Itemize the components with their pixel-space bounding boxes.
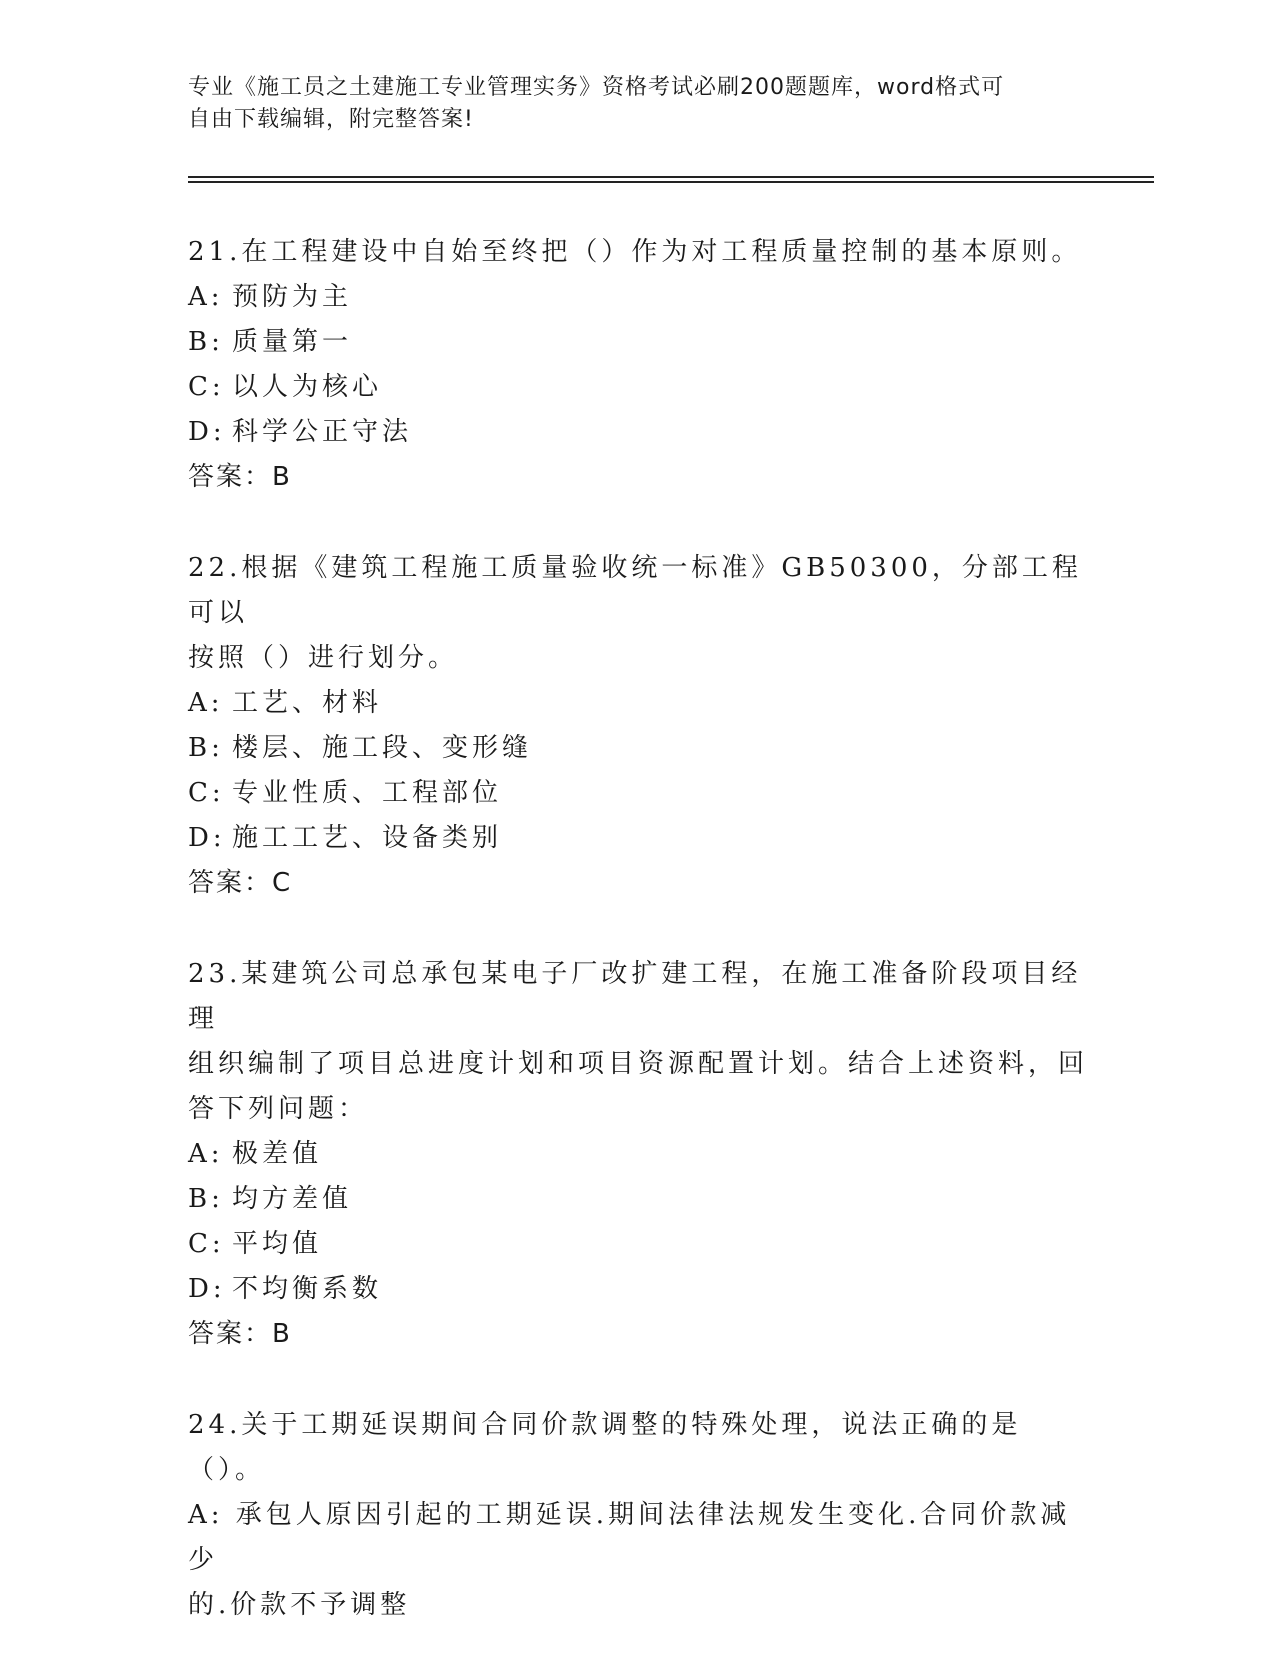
option-text: 极差值 — [232, 1139, 323, 1169]
option-b — [188, 726, 1088, 771]
header-divider-top — [188, 176, 1154, 178]
option-text: 质量第一 — [232, 327, 353, 357]
option-text: 科学公正守法 — [232, 417, 413, 447]
question-23 — [188, 952, 1088, 1357]
question-stem: 答下列问题： — [188, 1094, 369, 1124]
answer-line: 答案：C — [188, 868, 293, 898]
option-a — [188, 1132, 1088, 1177]
question-22 — [188, 546, 1088, 906]
option-d — [188, 816, 1088, 861]
option-c — [188, 365, 1088, 410]
answer-line: 答案：B — [188, 462, 292, 492]
option-text: 工艺、材料 — [232, 688, 383, 718]
document-header — [188, 72, 1068, 136]
option-d — [188, 410, 1088, 455]
question-stem: 22.根据《建筑工程施工质量验收统一标准》GB50300，分部工程可以 — [188, 553, 1082, 628]
answer-line: 答案：B — [188, 1319, 292, 1349]
option-text: 均方差值 — [232, 1184, 353, 1214]
header-line-2: 自由下载编辑，附完整答案! — [188, 107, 474, 132]
option-text: 平均值 — [232, 1229, 323, 1259]
option-text: 楼层、施工段、变形缝 — [232, 733, 533, 763]
question-21 — [188, 230, 1088, 500]
header-divider-bottom — [188, 181, 1154, 183]
option-c — [188, 1222, 1088, 1267]
option-letter: C: — [188, 1229, 225, 1259]
option-a — [188, 681, 1088, 726]
option-a-continued: 的.价款不予调整 — [188, 1590, 411, 1620]
question-list — [188, 230, 1088, 1674]
option-letter: B: — [188, 327, 224, 357]
option-letter: D: — [188, 823, 226, 853]
option-a — [188, 275, 1088, 320]
option-text: 以人为核心 — [232, 372, 383, 402]
option-letter: A: — [188, 1139, 224, 1169]
option-text: 专业性质、工程部位 — [232, 778, 503, 808]
option-b — [188, 1177, 1088, 1222]
option-letter: B: — [188, 733, 224, 763]
question-24 — [188, 1403, 1088, 1628]
option-letter: D: — [188, 417, 226, 447]
option-b — [188, 320, 1088, 365]
option-text: 施工工艺、设备类别 — [232, 823, 503, 853]
option-letter: A: — [188, 282, 224, 312]
option-letter: A: — [188, 688, 224, 718]
question-stem: 按照（）进行划分。 — [188, 643, 459, 673]
question-stem: 23.某建筑公司总承包某电子厂改扩建工程，在施工准备阶段项目经理 — [188, 959, 1082, 1034]
option-text: 预防为主 — [232, 282, 353, 312]
option-letter: D: — [188, 1274, 226, 1304]
option-letter: C: — [188, 372, 225, 402]
option-letter: B: — [188, 1184, 224, 1214]
option-text: 不均衡系数 — [232, 1274, 383, 1304]
option-letter: C: — [188, 778, 225, 808]
question-stem: 21.在工程建设中自始至终把（）作为对工程质量控制的基本原则。 — [188, 237, 1082, 267]
question-stem: 24.关于工期延误期间合同价款调整的特殊处理，说法正确的是（）。 — [188, 1410, 1022, 1485]
option-d — [188, 1267, 1088, 1312]
option-a: A: 承包人原因引起的工期延误.期间法律法规发生变化.合同价款减少 — [188, 1500, 1071, 1575]
option-c — [188, 771, 1088, 816]
header-line-1: 专业《施工员之土建施工专业管理实务》资格考试必刷200题题库，word格式可 — [188, 75, 1005, 100]
question-stem: 组织编制了项目总进度计划和项目资源配置计划。结合上述资料，回 — [188, 1049, 1089, 1079]
